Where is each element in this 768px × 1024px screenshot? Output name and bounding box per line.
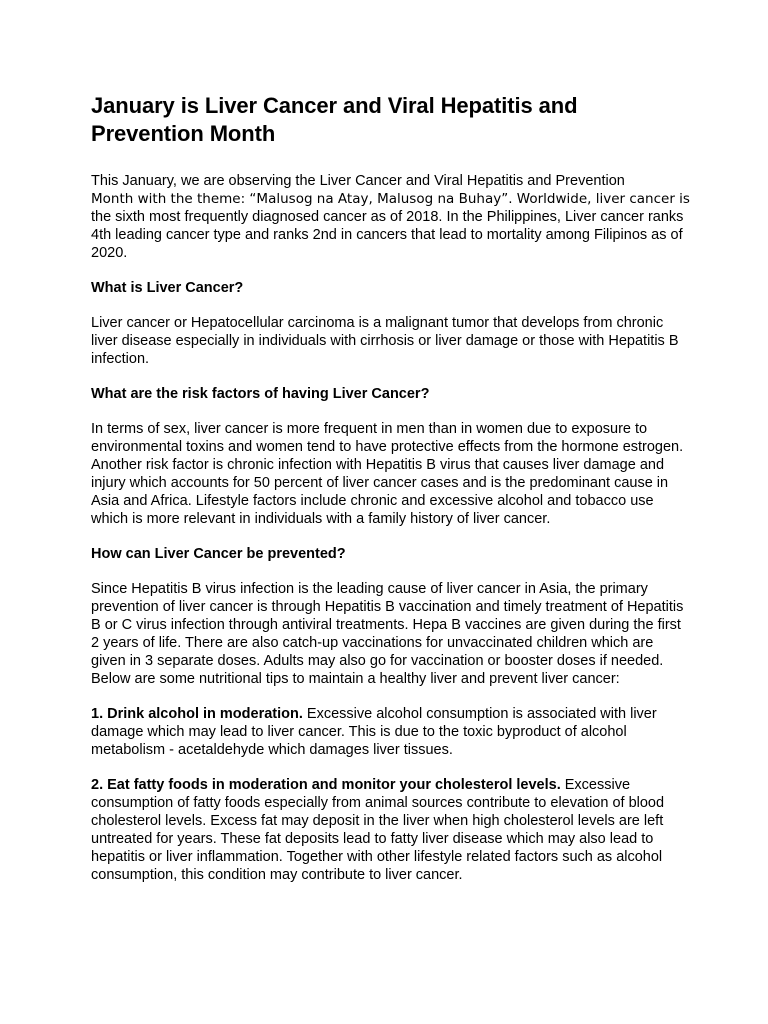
section-body-risk: In terms of sex, liver cancer is more frequent in men than in women due to exposure to environmental toxins and women tend to have protective effects from the hormone estrogen. Another risk factor is chronic infection with Hepatitis B virus that causes liver damage and injury which accounts for 50 percent of liver cancer cases and is the predominant cause in Asia and Africa. Lifestyle factors include chronic and excessive alcohol and tobacco use which is more relevant in individuals with a family history of liver cancer. xyxy=(91,421,684,527)
tip-body: Excessive alcohol consumption is associated with liver damage which may lead to liver cancer. This is due to the toxic byproduct of alcohol metabolism - acetaldehyde which damages liver tissues. xyxy=(91,706,657,758)
intro-theme-text: Month with the theme: “Malusog na Atay, Malusog na Buhay”. Worldwide, liver cancer is xyxy=(91,191,690,207)
section-body-prevent: Since Hepatitis B virus infection is the leading cause of liver cancer in Asia, the primary prevention of liver cancer is through Hepatitis B vaccination and timely treatment of Hepatitis B or C virus infection through antiviral treatments. Hepa B vaccines are given during the first 2 years of life. There are also catch-up vaccinations for unvaccinated children which are given in 3 separate doses. Adults may also go for vaccination or booster doses if needed. Below are some nutritional tips to maintain a healthy liver and prevent liver cancer: xyxy=(91,581,684,687)
section-heading-risk: What are the risk factors of having Liver Cancer? xyxy=(91,386,430,402)
section-heading-what: What is Liver Cancer? xyxy=(91,280,244,296)
tip-body: Excessive consumption of fatty foods especially from animal sources contribute to elevation of blood cholesterol levels. Excess fat may deposit in the liver when high cholesterol levels are left untreated for years. These fat deposits lead to fatty liver disease which may also lead to hepatitis or liver inflammation. Together with other lifestyle related factors such as alcohol consumption, this condition may contribute to liver cancer. xyxy=(91,777,665,883)
intro-paragraph xyxy=(91,172,691,262)
tip-paragraph xyxy=(91,705,691,759)
intro-text-3: the sixth most frequently diagnosed cancer as of 2018. In the Philippines, Liver cancer ranks 4th leading cancer type and ranks 2nd in cancers that lead to mortality among Filipinos as of 2020. xyxy=(91,209,684,261)
intro-text-1: This January, we are observing the Liver Cancer and Viral Hepatitis and Prevention xyxy=(91,173,625,189)
article xyxy=(91,92,691,901)
tip-paragraph xyxy=(91,776,691,884)
tip-lead: 2. Eat fatty foods in moderation and monitor your cholesterol levels. xyxy=(91,777,561,793)
page-title: January is Liver Cancer and Viral Hepatitis and Prevention Month xyxy=(91,93,578,146)
section-body-what: Liver cancer or Hepatocellular carcinoma is a malignant tumor that develops from chronic liver disease especially in individuals with cirrhosis or liver damage or those with Hepatitis B infection. xyxy=(91,315,679,367)
section-heading-prevent: How can Liver Cancer be prevented? xyxy=(91,546,346,562)
tip-lead: 1. Drink alcohol in moderation. xyxy=(91,706,303,722)
